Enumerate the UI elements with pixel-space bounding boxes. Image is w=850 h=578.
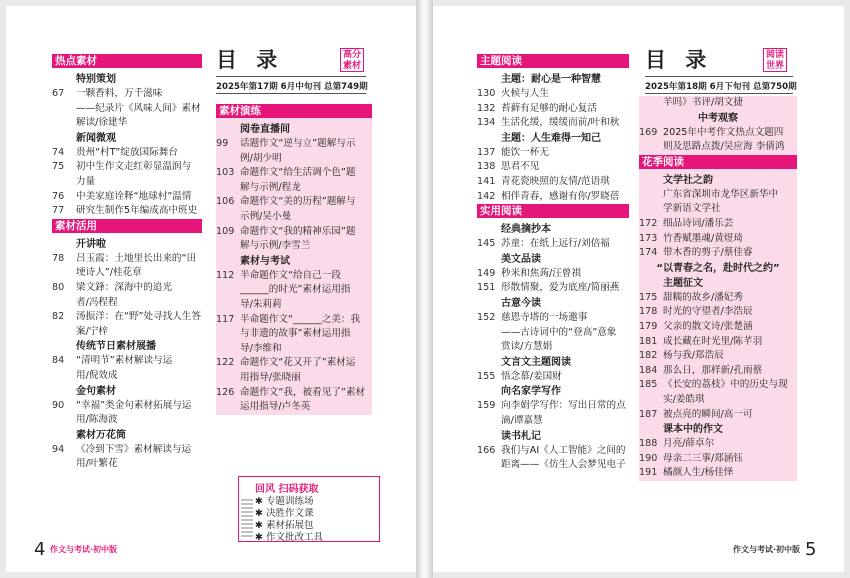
subsection-title: 古意今读: [501, 297, 541, 309]
toc-entry[interactable]: [639, 452, 797, 467]
entry-page-number: 188: [639, 438, 658, 450]
entry-page-number: 145: [477, 238, 496, 250]
entry-line: 例/胡少明: [240, 152, 282, 164]
entry-title: [76, 281, 202, 310]
entry-line: 贵州“村T”绽放国际舞台: [76, 146, 178, 158]
subsection-title: 文学社之韵: [663, 174, 713, 186]
entry-title: [240, 386, 372, 415]
toc-entry[interactable]: [52, 204, 202, 219]
entry-page-number: 155: [477, 370, 496, 382]
entry-page-number: 90: [52, 399, 65, 411]
entry-line: 用/陈海波: [76, 414, 118, 426]
entry-line: 则及思路点拨/吴应海 李倩鸿: [663, 141, 785, 153]
entry-title: [501, 116, 629, 131]
toc-entry[interactable]: [477, 102, 629, 117]
toc-entry[interactable]: [216, 195, 372, 224]
left-column-1: [52, 54, 202, 472]
entry-title: [501, 175, 629, 190]
entry-line: 时光的守望者/李浩辰: [663, 306, 753, 318]
entry-line: 命题作文“我的精神乐园”题: [240, 225, 356, 237]
toc-entry[interactable]: [216, 269, 372, 313]
entry-line: 实/姜皓琪: [663, 393, 705, 405]
entry-title: [663, 126, 797, 155]
entry-title: [663, 452, 797, 467]
entry-page-number: 179: [639, 320, 658, 332]
entry-title: [663, 320, 797, 335]
entry-page-number: 99: [216, 138, 229, 149]
entry-title: [663, 217, 797, 232]
toc-entry[interactable]: [52, 310, 202, 339]
subsection-title: 课本中的作文: [663, 424, 723, 436]
entry-line: ______的时光”素材运用指: [240, 284, 351, 296]
entry-line: 示例/吴小曼: [240, 210, 292, 222]
entry-line: 命题作文“美的历程”题解与: [240, 196, 356, 208]
entry-title: [240, 269, 372, 313]
entry-line: 被点亮的瞬间/高一可: [663, 408, 753, 420]
entry-title: [76, 443, 202, 472]
entry-title: [663, 364, 797, 379]
entry-line: 母亲二三事/郑涵钰: [663, 452, 743, 464]
subsection-title: 素材万花筒: [76, 429, 126, 441]
toc-entry[interactable]: [216, 137, 372, 166]
entry-line: 距离——《仿生人会梦见电子: [501, 459, 626, 471]
entry-page-number: 109: [216, 225, 235, 237]
entry-page-number: 187: [639, 408, 658, 420]
subsection-title: 文言文主题阅读: [501, 356, 571, 368]
entry-page-number: 138: [477, 161, 496, 173]
entry-line: 细品诗词/潘乐芸: [663, 217, 734, 229]
entry-line: ——古诗词中的“登高”意象: [501, 326, 617, 338]
entry-title: [501, 102, 629, 117]
toc-section: [639, 155, 797, 481]
entry-line: 形散情聚，爱为底座/简丽燕: [501, 282, 620, 294]
entry-title: [501, 399, 629, 428]
entry-page-number: [639, 96, 663, 111]
entry-line: 慈恩寺塔的一场邀事: [501, 311, 588, 323]
entry-page-number: 173: [639, 232, 658, 244]
entry-title: [501, 190, 629, 205]
toc-entry[interactable]: [639, 320, 797, 335]
right-column-2: [639, 96, 797, 481]
subsection-title: 读书札记: [501, 430, 541, 442]
entry-title: [501, 370, 629, 385]
entry-line: 一颗香料，万千滋味: [76, 88, 163, 99]
entry-line: 悟念慕/姜国财: [501, 370, 562, 382]
page-number: 5: [805, 539, 817, 560]
toc-section: [52, 219, 202, 472]
toc-entry[interactable]: [216, 386, 372, 415]
section-header: 素材活用: [52, 219, 202, 233]
entry-line: 梁文鋒：深海中的追光: [76, 281, 172, 293]
entry-title: [76, 399, 202, 428]
entry-line: 我们与AI《人工智能》之间的: [501, 444, 626, 456]
subsection-title: 主题征文: [663, 277, 703, 289]
toc-entry[interactable]: [52, 399, 202, 428]
book-gutter: [416, 0, 433, 578]
toc-entry[interactable]: [639, 378, 797, 407]
promo-line: ✱ 决胜作文课: [255, 508, 314, 519]
entry-line: “幸福”类金句素材拓展与运: [76, 399, 192, 411]
entry-line: 相伴青春，感谢有你/罗晓蓓: [501, 190, 620, 202]
entry-page-number: 134: [477, 117, 496, 129]
entry-page-number: 152: [477, 311, 496, 323]
promo-line: ✱ 素材拓展包: [255, 520, 314, 531]
entry-page-number: 117: [216, 313, 235, 325]
entry-title: [76, 252, 202, 281]
entry-title: [240, 313, 372, 357]
toc-entry[interactable]: [216, 225, 372, 254]
entry-line: 羊吗》书评/胡文捷: [663, 97, 743, 108]
entry-title: [663, 291, 797, 306]
entry-line: 苔藓有足够的耐心复活: [501, 102, 597, 114]
footer-title: 作文与考试·初中版: [733, 545, 801, 554]
entry-page-number: 142: [477, 190, 496, 202]
subsection-title: 开讲啦: [76, 238, 106, 250]
qr-promo-box[interactable]: [238, 476, 380, 542]
toc-entry[interactable]: [477, 444, 629, 473]
entry-page-number: 141: [477, 175, 496, 187]
entry-line: 苏童：在纸上远行/刘倍福: [501, 238, 610, 250]
toc-entry[interactable]: [52, 146, 202, 161]
toc-entry[interactable]: [477, 370, 629, 385]
entry-page-number: 151: [477, 282, 496, 294]
entry-title: [240, 166, 372, 195]
toc-entry[interactable]: [477, 146, 629, 161]
entry-title: [501, 444, 629, 473]
entry-title: [663, 96, 797, 111]
entry-line: 话题作文“逆与立”题解与示: [240, 138, 356, 149]
entry-line: 火候与人生: [501, 88, 549, 99]
entry-title: [663, 232, 797, 247]
entry-page-number: 166: [477, 444, 496, 456]
entry-page-number: 172: [639, 217, 658, 229]
header-rule: [216, 76, 366, 77]
entry-line: 导/朱莉莉: [240, 298, 282, 310]
subsection-title: 向名家学写作: [501, 386, 561, 398]
toc-entry[interactable]: [639, 291, 797, 306]
entry-line: 滴/谭嘉慧: [501, 414, 543, 426]
entry-title: [663, 335, 797, 350]
entry-title: [663, 466, 797, 481]
toc-entry[interactable]: [52, 160, 202, 189]
entry-line: 那么日，那样新/孔雨蔡: [663, 364, 763, 376]
promo-line: ✱ 作文批改工具: [255, 532, 323, 543]
toc-entry[interactable]: [477, 87, 629, 102]
entry-line: 命题作文“给生活调个色”题: [240, 167, 356, 179]
entry-line: 汤振洋：在“野”处寻找人生答: [76, 311, 202, 323]
promo-line: ✱ 专题训练场: [255, 496, 314, 507]
entry-page-number: 137: [477, 146, 496, 158]
entry-page-number: 78: [52, 252, 65, 264]
toc-entry[interactable]: [639, 232, 797, 247]
toc-entry[interactable]: [639, 335, 797, 350]
entry-line: 能饮一杯无: [501, 146, 549, 158]
entry-page-number: 181: [639, 335, 658, 347]
subsection-title: 素材与考试: [240, 255, 290, 267]
page-number: 4: [34, 539, 46, 560]
toc-entry[interactable]: [639, 217, 797, 232]
promo-heading: 回风 扫码获取: [255, 484, 319, 495]
entry-title: [76, 146, 202, 161]
section-header: 素材演练: [216, 104, 372, 118]
section-header: 热点素材: [52, 54, 202, 68]
entry-line: 《冷到下雪》素材解读与运: [76, 443, 192, 455]
entry-line: 案/宁梓: [76, 325, 109, 337]
toc-entry[interactable]: [639, 126, 797, 155]
entry-line: 月亮/薛卓尔: [663, 438, 715, 450]
entry-title: [501, 87, 629, 102]
entry-line: 半命题作文“______之美：我: [240, 313, 361, 325]
subsection-title: 中考观察: [698, 112, 738, 124]
entry-line: 中美家庭诠释“地球村”温情: [76, 190, 192, 202]
entry-line: 《长安的荔枝》中的历史与现: [663, 379, 788, 391]
section-header: 实用阅读: [477, 204, 629, 218]
toc-entry[interactable]: [52, 354, 202, 383]
toc-entry[interactable]: [477, 399, 629, 428]
toc-entry[interactable]: [52, 87, 202, 131]
entry-line: 青花瓷映照的友情/范语琪: [501, 175, 610, 187]
right-column-1: [477, 54, 629, 473]
entry-line: 导/李维和: [240, 342, 282, 354]
entry-page-number: 74: [52, 146, 65, 158]
toc-entry[interactable]: [639, 349, 797, 364]
toc-entry[interactable]: [639, 188, 797, 217]
entry-title: [501, 160, 629, 175]
entry-page-number: 174: [639, 247, 658, 259]
entry-page-number: 175: [639, 291, 658, 303]
entry-page-number: 190: [639, 452, 658, 464]
toc-section: [639, 96, 797, 155]
toc-section: [216, 104, 372, 415]
entry-line: 运用指导/卢冬英: [240, 401, 311, 413]
entry-line: 力量: [76, 175, 96, 187]
entry-title: [76, 354, 202, 383]
entry-page-number: 159: [477, 400, 496, 412]
entry-title: [501, 281, 629, 296]
entry-page-number: [639, 188, 663, 217]
subsection-title: 经典摘抄本: [501, 224, 551, 236]
entry-line: 解与示例/李雪兰: [240, 240, 311, 252]
entry-line: 橘颜人生/杨佳怿: [663, 467, 734, 479]
entry-line: 竹香赋墨魂/黄煜琦: [663, 232, 743, 244]
column-badge: 阅读 世界: [763, 48, 787, 72]
entry-title: [663, 305, 797, 320]
entry-line: 埂诗人”/桂花章: [76, 267, 142, 279]
entry-page-number: 126: [216, 386, 235, 398]
entry-line: 与非遗的故事”素材运用指: [240, 328, 351, 340]
entry-line: 用/倪效成: [76, 369, 118, 381]
entry-line: 思君不见: [501, 161, 540, 173]
entry-line: 成长藏在时光里/陈芊羽: [663, 335, 763, 347]
entry-title: [240, 137, 372, 166]
entry-line: 命题作文“花又开了”素材运: [240, 357, 356, 369]
page-title: 目 录: [216, 48, 284, 72]
entry-page-number: 82: [52, 311, 65, 323]
toc-entry[interactable]: [639, 96, 797, 111]
entry-line: 吕玉霞：土地里长出来的“田: [76, 252, 197, 264]
entry-title: [663, 437, 797, 452]
section-header: 主题阅读: [477, 54, 629, 68]
subsection-title: 美文品读: [501, 253, 541, 265]
entry-title: [76, 190, 202, 205]
entry-page-number: 130: [477, 88, 496, 99]
toc-entry[interactable]: [216, 313, 372, 357]
toc-section: [52, 54, 202, 219]
entry-title: [663, 246, 797, 261]
entry-page-number: 149: [477, 267, 496, 279]
entry-title: [76, 160, 202, 189]
entry-line: 者/冯程程: [76, 296, 118, 308]
entry-line: 初中生作文走红彰显温润与: [76, 161, 192, 173]
entry-page-number: 80: [52, 281, 65, 293]
subsection-title: 主题：耐心是一种智慧: [501, 74, 601, 85]
entry-page-number: 182: [639, 350, 658, 362]
toc-entry[interactable]: [477, 311, 629, 355]
entry-title: [663, 408, 797, 423]
entry-line: ——纪录片《风味人间》素材: [76, 102, 201, 114]
entry-line: 学新语文学社: [663, 203, 721, 215]
qr-code-icon: [241, 497, 253, 537]
subsection-title: 新闻微观: [76, 132, 116, 144]
toc-entry[interactable]: [639, 408, 797, 423]
right-page: [433, 6, 844, 572]
toc-entry[interactable]: [639, 246, 797, 261]
entry-title: [501, 311, 629, 355]
entry-line: 命题作文“我，被看见了”素材: [240, 386, 366, 398]
entry-title: [240, 225, 372, 254]
toc-entry[interactable]: [639, 437, 797, 452]
entry-title: [240, 356, 372, 385]
entry-title: [663, 349, 797, 364]
entry-page-number: 184: [639, 364, 658, 376]
toc-section: [477, 54, 629, 204]
entry-page-number: 132: [477, 102, 496, 114]
entry-line: 赏读/方慧娟: [501, 341, 553, 353]
entry-line: “清明节”素材解读与运: [76, 355, 173, 367]
entry-page-number: 122: [216, 357, 235, 369]
entry-page-number: 77: [52, 205, 65, 217]
toc-entry[interactable]: [639, 305, 797, 320]
entry-line: 用指导/张晓丽: [240, 371, 301, 383]
entry-page-number: 84: [52, 355, 65, 367]
page-title: 目 录: [645, 48, 713, 72]
entry-page-number: 106: [216, 196, 235, 208]
section-header: 花季阅读: [639, 155, 797, 169]
entry-line: 解读/徐建华: [76, 117, 128, 129]
subsection-title: 阅卷直播间: [240, 124, 290, 135]
entry-page-number: 75: [52, 161, 65, 173]
issue-info: 2025年第17期 6月中旬刊 总第749期: [216, 82, 368, 92]
entry-page-number: 112: [216, 269, 235, 281]
issue-info: 2025年第18期 6月下旬刊 总第750期: [645, 82, 797, 92]
toc-entry[interactable]: [477, 175, 629, 190]
entry-page-number: 169: [639, 126, 658, 138]
entry-line: 杨与我/郑浩辰: [663, 350, 724, 362]
toc-entry[interactable]: [477, 116, 629, 131]
toc-entry[interactable]: [52, 252, 202, 281]
header-rule: [216, 93, 366, 94]
entry-line: 带木香的剪子/蔡佳睿: [663, 247, 753, 259]
entry-line: 甜糯的故乡/潘妃秀: [663, 291, 743, 303]
entry-line: 父亲的散文诗/张楚涵: [663, 320, 753, 332]
entry-title: [76, 204, 202, 219]
entry-page-number: 178: [639, 306, 658, 318]
entry-page-number: 103: [216, 167, 235, 179]
entry-line: 研究生制作5年编成高中班史: [76, 205, 198, 217]
header-rule: [645, 76, 793, 77]
entry-title: [76, 310, 202, 339]
toc-entry[interactable]: [477, 160, 629, 175]
toc-entry[interactable]: [216, 166, 372, 195]
subsection-title: 传统节日素材展播: [76, 341, 156, 353]
entry-line: 生活化缓，缓缓而前/叶和秋: [501, 117, 620, 129]
column-badge: 高分 素材: [340, 48, 364, 72]
subsection-title: 特别策划: [76, 74, 116, 85]
entry-line: 2025年中考作文热点文题四: [663, 126, 784, 138]
toc-section: [477, 204, 629, 473]
entry-title: [663, 378, 797, 407]
entry-line: 向李娟学写作：写出日常的点: [501, 400, 626, 412]
toc-entry[interactable]: [52, 190, 202, 205]
entry-title: [76, 87, 202, 131]
entry-title: [663, 188, 797, 217]
entry-title: [501, 237, 629, 252]
toc-entry[interactable]: [477, 190, 629, 205]
entry-line: 秒米和焦蒟/汪曾祺: [501, 267, 581, 279]
entry-line: 广东省深圳市龙华区新华中: [663, 188, 779, 200]
toc-entry[interactable]: [639, 364, 797, 379]
entry-title: [240, 195, 372, 224]
toc-entry[interactable]: [477, 237, 629, 252]
entry-title: [501, 267, 629, 282]
entry-line: 半命题作文“给自己一段: [240, 269, 341, 281]
entry-page-number: 76: [52, 190, 65, 202]
toc-entry[interactable]: [52, 281, 202, 310]
footer-title: 作文与考试·初中版: [50, 545, 118, 554]
toc-entry[interactable]: [477, 281, 629, 296]
left-column-2: [216, 104, 372, 415]
entry-page-number: 67: [52, 88, 65, 99]
subsection-title: 金句素材: [76, 385, 116, 397]
toc-entry[interactable]: [52, 443, 202, 472]
entry-line: 用/叶繁花: [76, 458, 118, 470]
left-page: [6, 6, 416, 572]
entry-line: 解与示例/程龙: [240, 181, 301, 193]
entry-page-number: 191: [639, 467, 658, 479]
toc-entry[interactable]: [477, 267, 629, 282]
toc-entry[interactable]: [639, 466, 797, 481]
header-rule: [645, 93, 793, 94]
subsection-title: 主题：人生难得一知己: [501, 132, 601, 144]
subsection-title: “以青春之名，赴时代之约”: [656, 262, 780, 274]
toc-entry[interactable]: [216, 356, 372, 385]
entry-title: [501, 146, 629, 161]
entry-page-number: 185: [639, 379, 658, 391]
entry-page-number: 94: [52, 443, 65, 455]
